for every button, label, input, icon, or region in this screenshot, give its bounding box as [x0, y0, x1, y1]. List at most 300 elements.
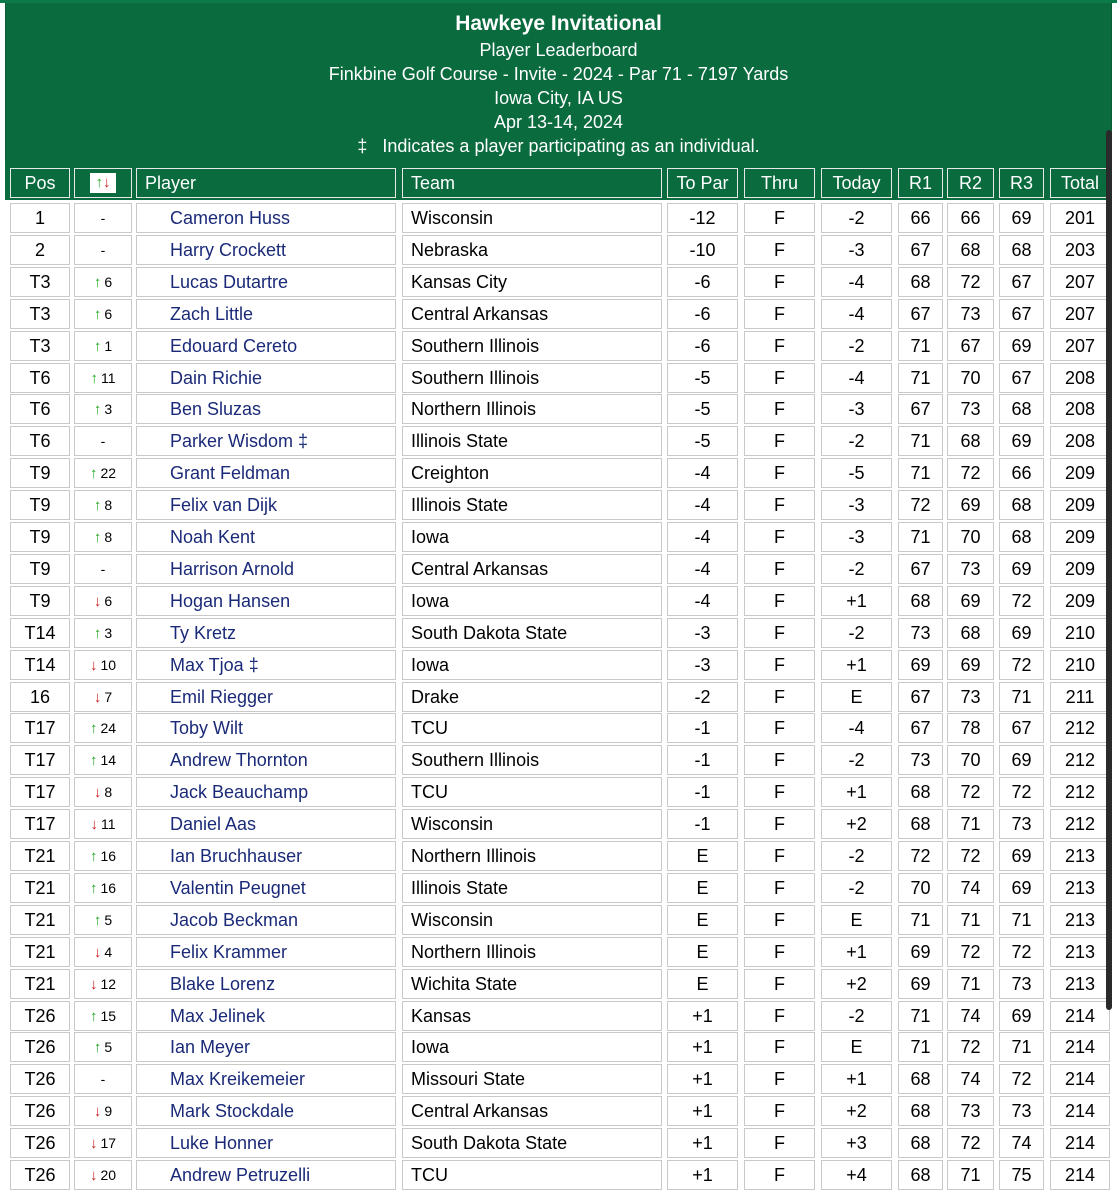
thru-cell: F	[744, 682, 815, 712]
pos-cell: 16	[10, 682, 70, 712]
to-par-cell: E	[667, 905, 738, 935]
thru-cell: F	[744, 1064, 815, 1094]
team-cell: Wisconsin	[402, 809, 662, 839]
arrow-up-icon: ↑	[93, 497, 102, 515]
r2-cell: 73	[947, 299, 994, 329]
r2-cell: 74	[947, 873, 994, 903]
player-name-link[interactable]: Harry Crockett	[136, 235, 396, 265]
pos-cell: T3	[10, 267, 70, 297]
r2-cell: 67	[947, 331, 994, 361]
today-cell: -3	[821, 522, 892, 552]
to-par-cell: -1	[667, 713, 738, 743]
total-cell: 213	[1050, 937, 1110, 967]
arrow-up-icon: ↑	[93, 401, 102, 419]
pos-cell: T6	[10, 426, 70, 456]
player-name-link[interactable]: Zach Little	[136, 299, 396, 329]
r1-cell: 71	[898, 905, 943, 935]
arrow-down-icon: ↓	[89, 1167, 98, 1184]
to-par-cell: -4	[667, 586, 738, 616]
today-cell: -4	[821, 267, 892, 297]
movement-cell: ↓ 10	[74, 650, 132, 680]
col-pos[interactable]: Pos	[10, 168, 70, 198]
total-cell: 214	[1050, 1128, 1110, 1158]
r3-cell: 69	[999, 426, 1044, 456]
team-cell: TCU	[402, 777, 662, 807]
total-cell: 214	[1050, 1096, 1110, 1126]
today-cell: +1	[821, 777, 892, 807]
to-par-cell: E	[667, 969, 738, 999]
r1-cell: 71	[898, 426, 943, 456]
player-name-link[interactable]: Jacob Beckman	[136, 905, 396, 935]
r2-cell: 71	[947, 1160, 994, 1190]
pos-cell: T9	[10, 522, 70, 552]
arrow-up-icon: ↑	[89, 848, 98, 865]
leaderboard-table	[5, 200, 1112, 1200]
movement-cell: -	[74, 554, 132, 584]
pos-cell: T17	[10, 777, 70, 807]
r2-cell: 72	[947, 1032, 994, 1062]
to-par-cell: +1	[667, 1160, 738, 1190]
r1-cell: 71	[898, 458, 943, 488]
thru-cell: F	[744, 299, 815, 329]
r2-cell: 72	[947, 841, 994, 871]
r3-cell: 72	[999, 777, 1044, 807]
team-cell: TCU	[402, 1160, 662, 1190]
movement-cell: ↑ 16	[74, 841, 132, 871]
player-name-link[interactable]: Max Jelinek	[136, 1001, 396, 1031]
to-par-cell: -4	[667, 458, 738, 488]
pos-cell: T17	[10, 745, 70, 775]
col-player[interactable]: Player	[136, 168, 396, 198]
r3-cell: 73	[999, 809, 1044, 839]
player-name-link[interactable]: Andrew Thornton	[136, 745, 396, 775]
player-name-link[interactable]: Lucas Dutartre	[136, 267, 396, 297]
arrow-up-icon: ↑	[89, 1007, 98, 1025]
r1-cell: 70	[898, 873, 943, 903]
thru-cell: F	[744, 426, 815, 456]
table-row	[5, 870, 1112, 902]
total-cell: 209	[1050, 522, 1110, 552]
player-name-link[interactable]: Hogan Hansen	[136, 586, 396, 616]
to-par-cell: -3	[667, 618, 738, 648]
today-cell: -2	[821, 203, 892, 233]
total-cell: 214	[1050, 1001, 1110, 1031]
total-cell: 213	[1050, 969, 1110, 999]
today-cell: -3	[821, 394, 892, 424]
thru-cell: F	[744, 809, 815, 839]
team-cell: Central Arkansas	[402, 554, 662, 584]
team-cell: Kansas	[402, 1001, 662, 1031]
individual-note: ‡ Indicates a player participating as an individual.	[357, 136, 760, 156]
today-cell: -2	[821, 745, 892, 775]
movement-cell: ↓ 11	[74, 809, 132, 839]
team-cell: Iowa	[402, 522, 662, 552]
movement-cell: ↑ 15	[74, 1001, 132, 1031]
event-dates: Apr 13-14, 2024	[493, 112, 624, 132]
movement-arrows-icon: ↑↓	[90, 173, 116, 193]
thru-cell: F	[744, 363, 815, 393]
table-row	[5, 360, 1112, 392]
table-row	[5, 1157, 1112, 1189]
player-name-link[interactable]: Jack Beauchamp	[136, 777, 396, 807]
col-r3[interactable]: R3	[999, 168, 1044, 198]
team-cell: South Dakota State	[402, 1128, 662, 1158]
r1-cell: 68	[898, 586, 943, 616]
leaderboard-header	[5, 3, 1112, 160]
thru-cell: F	[744, 713, 815, 743]
to-par-cell: -12	[667, 203, 738, 233]
team-cell: Missouri State	[402, 1064, 662, 1094]
table-row	[5, 264, 1112, 296]
arrow-up-icon: ↑	[93, 1039, 102, 1057]
thru-cell: F	[744, 267, 815, 297]
today-cell: E	[821, 905, 892, 935]
col-total[interactable]: Total	[1050, 168, 1110, 198]
today-cell: -5	[821, 458, 892, 488]
player-name-link[interactable]: Ian Bruchhauser	[136, 841, 396, 871]
pos-cell: T21	[10, 841, 70, 871]
to-par-cell: -5	[667, 426, 738, 456]
r1-cell: 68	[898, 1128, 943, 1158]
thru-cell: F	[744, 873, 815, 903]
total-cell: 209	[1050, 458, 1110, 488]
r2-cell: 72	[947, 777, 994, 807]
player-name-link[interactable]: Luke Honner	[136, 1128, 396, 1158]
team-cell: South Dakota State	[402, 618, 662, 648]
to-par-cell: +1	[667, 1064, 738, 1094]
to-par-cell: -10	[667, 235, 738, 265]
r1-cell: 68	[898, 1160, 943, 1190]
r1-cell: 68	[898, 1064, 943, 1094]
to-par-cell: -4	[667, 522, 738, 552]
r2-cell: 66	[947, 203, 994, 233]
thru-cell: F	[744, 841, 815, 871]
player-name-link[interactable]: Toby Wilt	[136, 713, 396, 743]
movement-cell: ↓ 12	[74, 969, 132, 999]
total-cell: 214	[1050, 1160, 1110, 1190]
total-cell: 212	[1050, 745, 1110, 775]
event-location: Iowa City, IA US	[494, 88, 623, 108]
r2-cell: 69	[947, 650, 994, 680]
today-cell: -4	[821, 713, 892, 743]
r2-cell: 74	[947, 1001, 994, 1031]
table-row	[5, 583, 1112, 615]
table-row	[5, 679, 1112, 711]
table-row	[5, 710, 1112, 742]
r1-cell: 67	[898, 235, 943, 265]
total-cell: 209	[1050, 554, 1110, 584]
r3-cell: 68	[999, 394, 1044, 424]
movement-cell: ↓ 20	[74, 1160, 132, 1190]
player-name-link[interactable]: Noah Kent	[136, 522, 396, 552]
total-cell: 209	[1050, 490, 1110, 520]
pos-cell: T14	[10, 618, 70, 648]
player-name-link[interactable]: Dain Richie	[136, 363, 396, 393]
vertical-scrollbar[interactable]	[1106, 130, 1112, 1010]
pos-cell: T6	[10, 394, 70, 424]
r1-cell: 71	[898, 363, 943, 393]
to-par-cell: +1	[667, 1128, 738, 1158]
thru-cell: F	[744, 554, 815, 584]
player-name-link[interactable]: Mark Stockdale	[136, 1096, 396, 1126]
r3-cell: 69	[999, 618, 1044, 648]
arrow-down-icon: ↓	[90, 816, 98, 834]
to-par-cell: -1	[667, 809, 738, 839]
team-cell: Northern Illinois	[402, 937, 662, 967]
r3-cell: 69	[999, 841, 1044, 871]
column-header-row	[5, 160, 1112, 200]
r1-cell: 73	[898, 618, 943, 648]
movement-cell: -	[74, 235, 132, 265]
arrow-up-icon: ↑	[93, 273, 102, 291]
pos-cell: T3	[10, 299, 70, 329]
r1-cell: 68	[898, 777, 943, 807]
r3-cell: 72	[999, 937, 1044, 967]
table-row	[5, 742, 1112, 774]
pos-cell: T21	[10, 937, 70, 967]
r2-cell: 69	[947, 586, 994, 616]
pos-cell: T21	[10, 873, 70, 903]
to-par-cell: -4	[667, 554, 738, 584]
r2-cell: 70	[947, 745, 994, 775]
table-row	[5, 423, 1112, 455]
event-title: Hawkeye Invitational	[455, 12, 662, 35]
r1-cell: 72	[898, 841, 943, 871]
movement-cell: ↑ 6	[74, 299, 132, 329]
team-cell: Wichita State	[402, 969, 662, 999]
today-cell: -2	[821, 873, 892, 903]
team-cell: Iowa	[402, 650, 662, 680]
to-par-cell: -2	[667, 682, 738, 712]
r3-cell: 72	[999, 1064, 1044, 1094]
r1-cell: 67	[898, 394, 943, 424]
movement-cell: ↑ 14	[74, 745, 132, 775]
r3-cell: 67	[999, 267, 1044, 297]
arrow-down-icon: ↓	[93, 592, 102, 610]
movement-cell: -	[74, 203, 132, 233]
to-par-cell: E	[667, 937, 738, 967]
r1-cell: 68	[898, 1096, 943, 1126]
to-par-cell: -1	[667, 745, 738, 775]
player-name-link[interactable]: Andrew Petruzelli	[136, 1160, 396, 1190]
team-cell: Northern Illinois	[402, 841, 662, 871]
thru-cell: F	[744, 458, 815, 488]
movement-cell: ↑ 3	[74, 394, 132, 424]
r3-cell: 69	[999, 554, 1044, 584]
thru-cell: F	[744, 1096, 815, 1126]
movement-cell: ↑ 8	[74, 490, 132, 520]
today-cell: -4	[821, 299, 892, 329]
player-name-link[interactable]: Grant Feldman	[136, 458, 396, 488]
r1-cell: 67	[898, 682, 943, 712]
to-par-cell: -6	[667, 267, 738, 297]
r1-cell: 69	[898, 969, 943, 999]
movement-cell: ↑ 1	[74, 331, 132, 361]
movement-cell: ↑ 11	[74, 363, 132, 393]
r2-cell: 70	[947, 522, 994, 552]
thru-cell: F	[744, 394, 815, 424]
r1-cell: 71	[898, 1032, 943, 1062]
pos-cell: T26	[10, 1032, 70, 1062]
r3-cell: 73	[999, 969, 1044, 999]
pos-cell: 2	[10, 235, 70, 265]
pos-cell: T9	[10, 554, 70, 584]
movement-cell: ↑ 16	[74, 873, 132, 903]
team-cell: Drake	[402, 682, 662, 712]
r2-cell: 71	[947, 905, 994, 935]
table-row	[5, 519, 1112, 551]
total-cell: 211	[1050, 682, 1110, 712]
r3-cell: 66	[999, 458, 1044, 488]
col-thru[interactable]: Thru	[744, 168, 815, 198]
movement-cell: ↑ 24	[74, 713, 132, 743]
r1-cell: 69	[898, 650, 943, 680]
thru-cell: F	[744, 969, 815, 999]
player-name-link[interactable]: Max Kreikemeier	[136, 1064, 396, 1094]
total-cell: 212	[1050, 713, 1110, 743]
movement-cell: ↑ 22	[74, 458, 132, 488]
team-cell: Wisconsin	[402, 203, 662, 233]
col-team[interactable]: Team	[402, 168, 662, 198]
r2-cell: 73	[947, 1096, 994, 1126]
team-cell: Wisconsin	[402, 905, 662, 935]
pos-cell: T3	[10, 331, 70, 361]
today-cell: +1	[821, 586, 892, 616]
player-name-link[interactable]: Felix van Dijk	[136, 490, 396, 520]
thru-cell: F	[744, 490, 815, 520]
team-cell: Central Arkansas	[402, 1096, 662, 1126]
total-cell: 208	[1050, 426, 1110, 456]
player-name-link[interactable]: Cameron Huss	[136, 203, 396, 233]
table-row	[5, 391, 1112, 423]
movement-cell: ↓ 9	[74, 1096, 132, 1126]
r3-cell: 75	[999, 1160, 1044, 1190]
total-cell: 207	[1050, 267, 1110, 297]
r1-cell: 68	[898, 267, 943, 297]
table-row	[5, 487, 1112, 519]
thru-cell: F	[744, 586, 815, 616]
total-cell: 213	[1050, 873, 1110, 903]
today-cell: -2	[821, 618, 892, 648]
pos-cell: T26	[10, 1128, 70, 1158]
team-cell: Illinois State	[402, 490, 662, 520]
pos-cell: T26	[10, 1064, 70, 1094]
r3-cell: 67	[999, 299, 1044, 329]
player-name-link[interactable]: Edouard Cereto	[136, 331, 396, 361]
arrow-up-icon: ↑	[89, 465, 98, 483]
col-to-par[interactable]: To Par	[667, 168, 738, 198]
movement-cell: ↓ 6	[74, 586, 132, 616]
today-cell: E	[821, 682, 892, 712]
thru-cell: F	[744, 1001, 815, 1031]
r2-cell: 68	[947, 618, 994, 648]
thru-cell: F	[744, 203, 815, 233]
player-name-link[interactable]: Blake Lorenz	[136, 969, 396, 999]
col-today[interactable]: Today	[821, 168, 892, 198]
today-cell: +1	[821, 650, 892, 680]
r2-cell: 72	[947, 1128, 994, 1158]
table-row	[5, 966, 1112, 998]
team-cell: Creighton	[402, 458, 662, 488]
total-cell: 213	[1050, 841, 1110, 871]
thru-cell: F	[744, 235, 815, 265]
total-cell: 208	[1050, 394, 1110, 424]
total-cell: 209	[1050, 586, 1110, 616]
movement-cell: ↑ 3	[74, 618, 132, 648]
table-row	[5, 1061, 1112, 1093]
to-par-cell: +1	[667, 1096, 738, 1126]
team-cell: Kansas City	[402, 267, 662, 297]
team-cell: Nebraska	[402, 235, 662, 265]
col-movement[interactable]	[74, 168, 132, 198]
player-name-link[interactable]: Ben Sluzas	[136, 394, 396, 424]
r3-cell: 71	[999, 682, 1044, 712]
r3-cell: 68	[999, 522, 1044, 552]
r3-cell: 72	[999, 650, 1044, 680]
to-par-cell: E	[667, 841, 738, 871]
arrow-down-icon: ↓	[89, 656, 98, 674]
r2-cell: 78	[947, 713, 994, 743]
arrow-up-icon: ↑	[93, 911, 102, 929]
player-name-link[interactable]: Ian Meyer	[136, 1032, 396, 1062]
to-par-cell: -5	[667, 363, 738, 393]
r3-cell: 67	[999, 363, 1044, 393]
player-name-link[interactable]: Valentin Peugnet	[136, 873, 396, 903]
total-cell: 210	[1050, 618, 1110, 648]
total-cell: 214	[1050, 1064, 1110, 1094]
today-cell: -2	[821, 554, 892, 584]
pos-cell: T9	[10, 458, 70, 488]
r1-cell: 67	[898, 299, 943, 329]
r1-cell: 73	[898, 745, 943, 775]
arrow-down-icon: ↓	[93, 688, 102, 706]
table-row	[5, 455, 1112, 487]
arrow-up-icon: ↑	[89, 879, 98, 897]
team-cell: Southern Illinois	[402, 745, 662, 775]
r2-cell: 68	[947, 235, 994, 265]
movement-cell: ↓ 17	[74, 1128, 132, 1158]
to-par-cell: +1	[667, 1032, 738, 1062]
thru-cell: F	[744, 1032, 815, 1062]
thru-cell: F	[744, 331, 815, 361]
r3-cell: 74	[999, 1128, 1044, 1158]
col-r1[interactable]: R1	[898, 168, 943, 198]
arrow-up-icon: ↑	[93, 337, 102, 355]
today-cell: +1	[821, 1064, 892, 1094]
movement-cell: ↓ 4	[74, 937, 132, 967]
r2-cell: 71	[947, 809, 994, 839]
player-name-link[interactable]: Parker Wisdom ‡	[136, 426, 396, 456]
player-name-link[interactable]: Max Tjoa ‡	[136, 650, 396, 680]
player-name-link[interactable]: Emil Riegger	[136, 682, 396, 712]
table-row	[5, 1029, 1112, 1061]
today-cell: -3	[821, 235, 892, 265]
r2-cell: 71	[947, 969, 994, 999]
player-name-link[interactable]: Felix Krammer	[136, 937, 396, 967]
col-r2[interactable]: R2	[947, 168, 994, 198]
table-row	[5, 1093, 1112, 1125]
thru-cell: F	[744, 650, 815, 680]
r1-cell: 66	[898, 203, 943, 233]
player-name-link[interactable]: Harrison Arnold	[136, 554, 396, 584]
to-par-cell: -6	[667, 299, 738, 329]
player-name-link[interactable]: Daniel Aas	[136, 809, 396, 839]
total-cell: 210	[1050, 650, 1110, 680]
team-cell: Iowa	[402, 1032, 662, 1062]
total-cell: 212	[1050, 777, 1110, 807]
player-name-link[interactable]: Ty Kretz	[136, 618, 396, 648]
r1-cell: 71	[898, 1001, 943, 1031]
